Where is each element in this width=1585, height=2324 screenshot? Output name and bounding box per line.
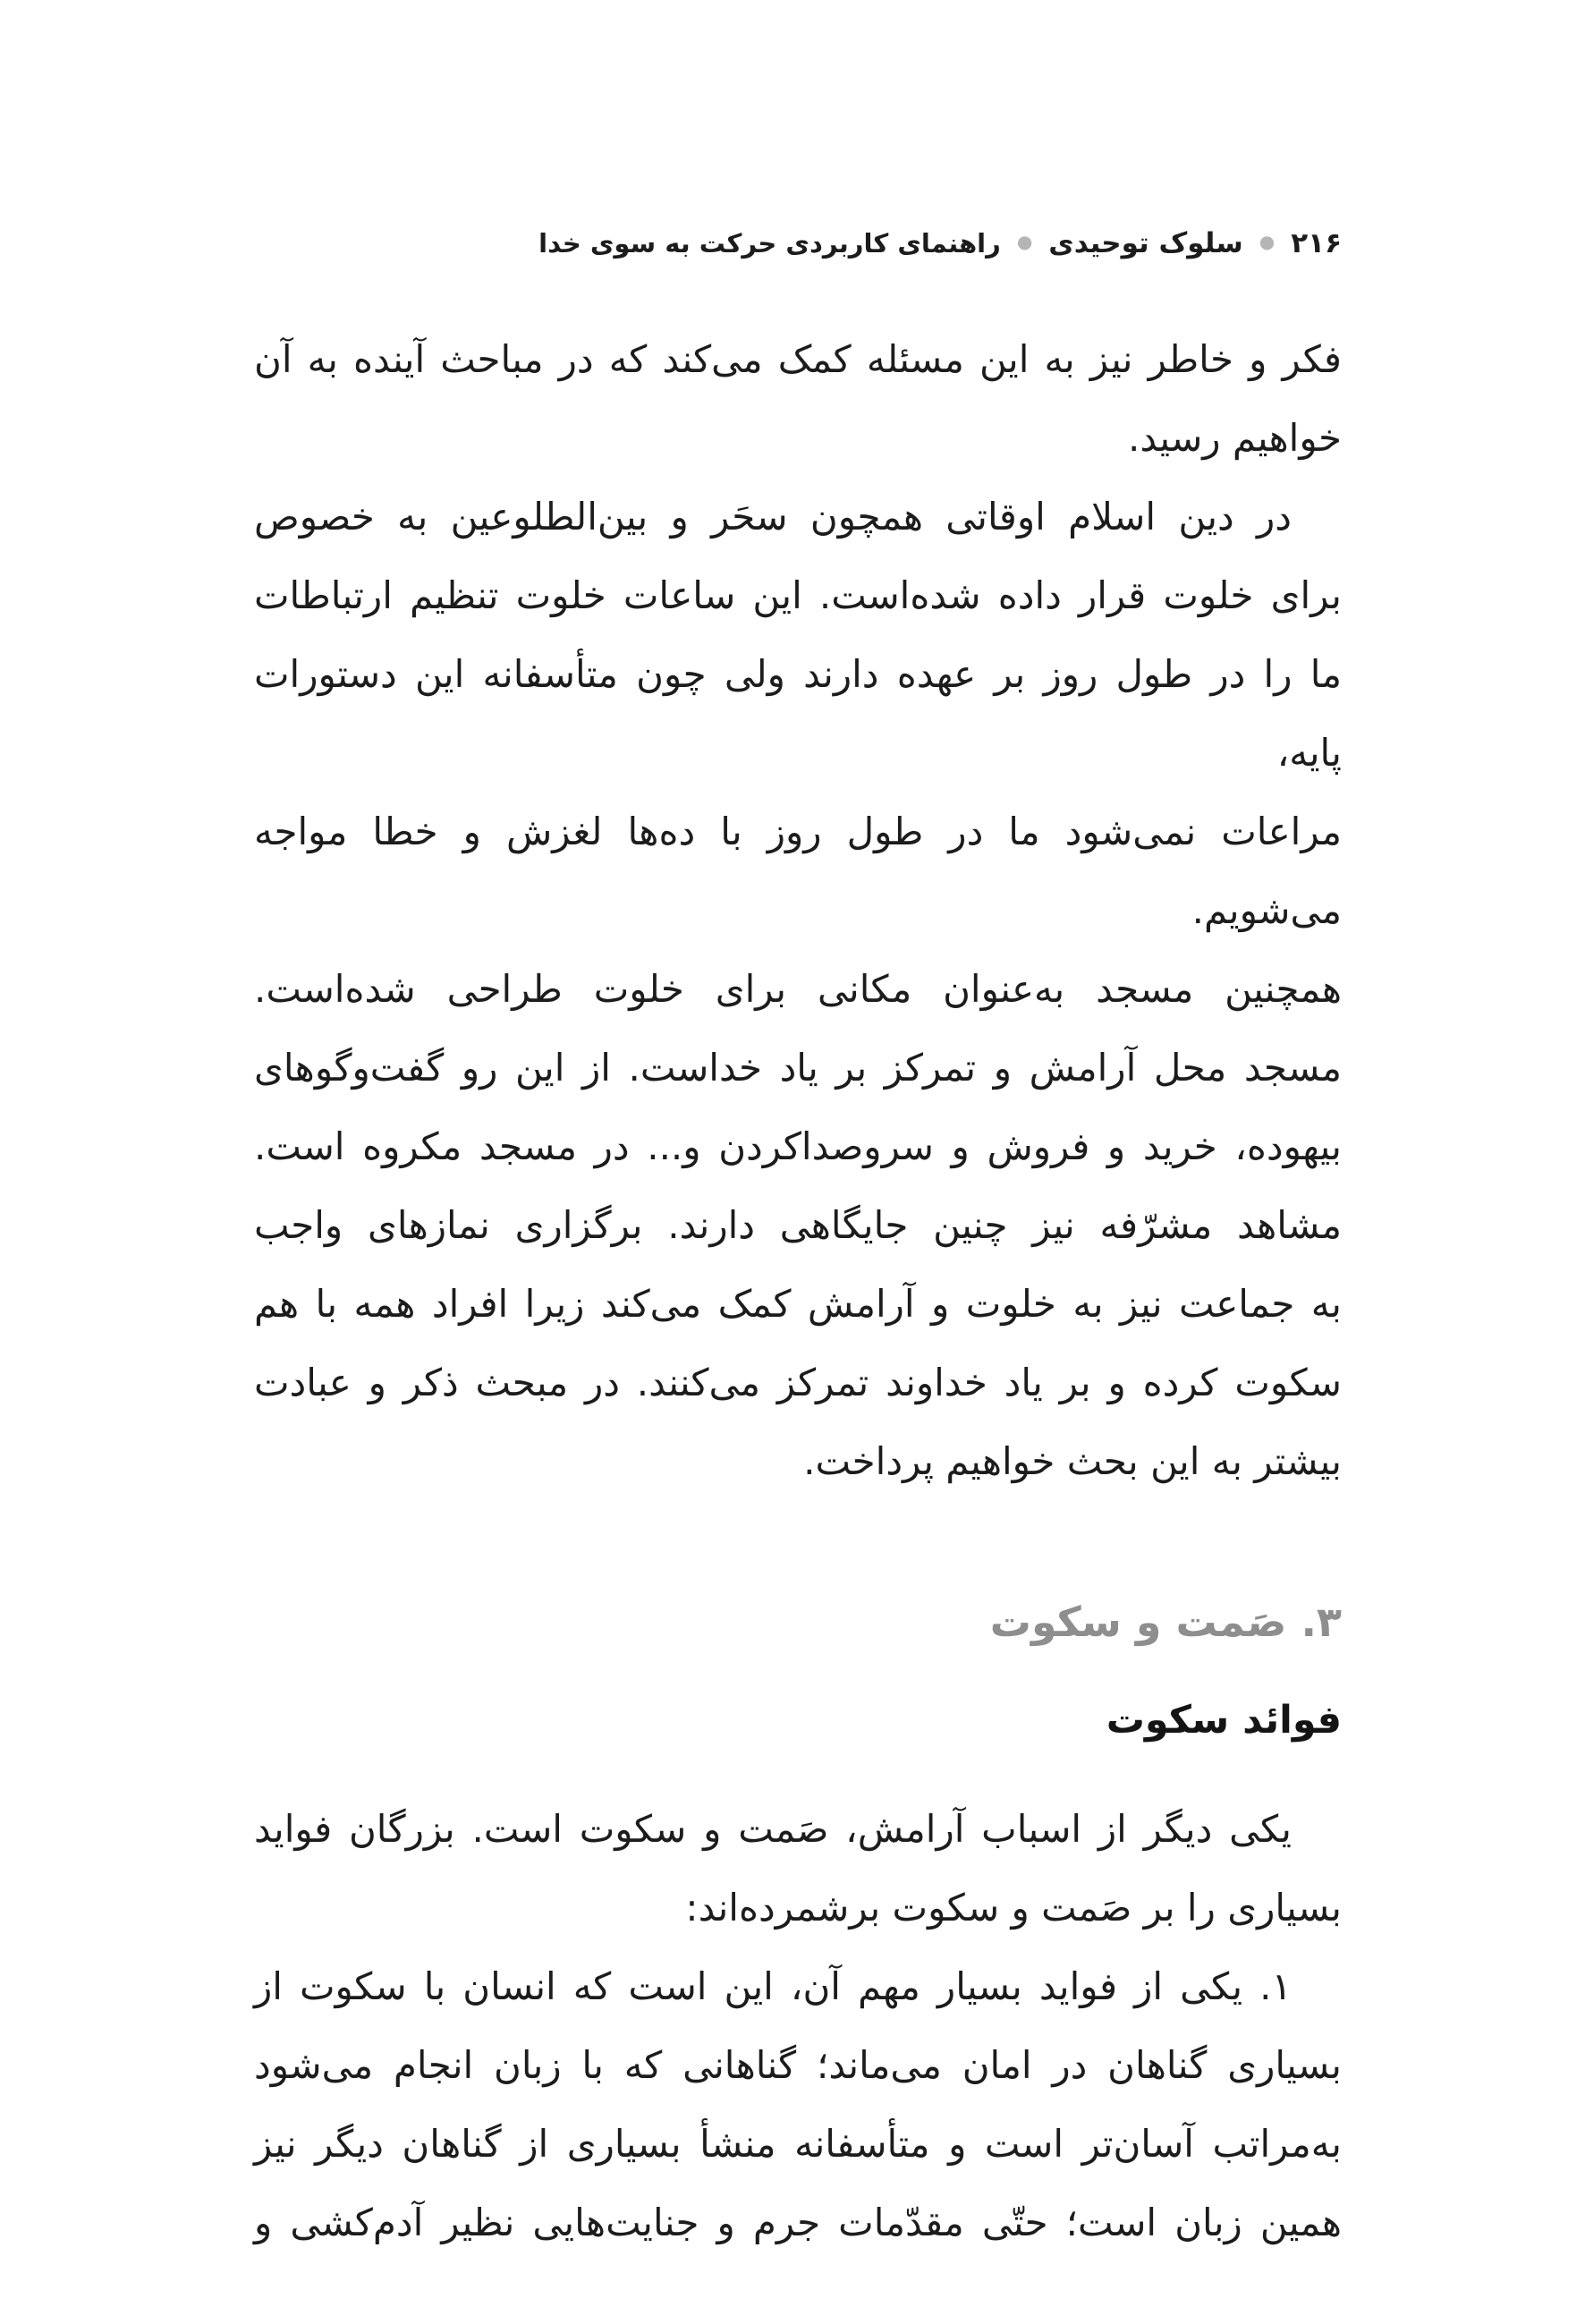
text-line: سکوت کرده و بر یاد خداوند تمرکز می‌کنند. در مبحث ذکر و عبادت [254,1361,1342,1404]
text-line: همچنین مسجد به‌عنوان مکانی برای خلوت طراحی شده‌است. [254,967,1342,1011]
text-line: مسجد محل آرامش و تمرکز بر یاد خداست. از این رو گفت‌وگوهای [254,1046,1342,1090]
text-line: فکر و خاطر نیز به این مسئله کمک می‌کند که در مباحث آینده به آن [254,337,1342,381]
text-line: همین زبان است؛ حتّی مقدّمات جرم و جنایت‌هایی نظیر آدم‌کشی و [254,2201,1342,2244]
paragraph [254,478,1342,1501]
book-subtitle: راهنمای کاربردی حرکت به سوی خدا [538,228,1001,259]
text-line: به‌مراتب آسان‌تر است و متأسفانه منشأ بسیاری از گناهان دیگر نیز [254,2122,1342,2166]
text-line: ما را در طول روز بر عهده دارند ولی چون متأسفانه این دستورات پایه، [254,652,1342,775]
text-line: بسیاری را بر صَمت و سکوت برشمرده‌اند: [685,1886,1342,1930]
text-line: مراعات نمی‌شود ما در طول روز با ده‌ها لغزش و خطا مواجه می‌شویم. [254,810,1342,932]
text-line: برای خلوت قرار داده شده‌است. این ساعات خلوت تنظیم ارتباطات [254,573,1342,617]
text-line: یکی دیگر از اسباب آرامش، صَمت و سکوت است. بزرگان فواید [254,1807,1292,1851]
page-number: ۲۱۶ [1291,227,1342,259]
text-line: مشاهد مشرّفه نیز چنین جایگاهی دارند. برگزاری نمازهای واجب [254,1203,1342,1247]
section-subheading: فوائد سکوت [1106,1698,1342,1743]
text-line: در دین اسلام اوقاتی همچون سحَر و بین‌الطلوعین به خصوص [254,495,1292,539]
text-column [254,320,1342,2262]
text-line: بسیاری گناهان در امان می‌ماند؛ گناهانی که با زبان انجام می‌شود [254,2043,1342,2087]
paragraph [254,1947,1342,2262]
paragraph [254,320,1342,478]
book-title: سلوک توحیدی [1048,227,1243,259]
dot-separator-icon: ● [1016,231,1033,252]
dot-separator-icon: ● [1259,231,1276,252]
text-line: خواهیم رسید. [1128,416,1342,460]
section-heading: ۳. صَمت و سکوت [989,1598,1342,1646]
text-line: بیهوده، خرید و فروش و سروصداکردن و... در مسجد مکروه است. [254,1124,1342,1168]
paragraph [254,1790,1342,1947]
text-line: ۱. یکی از فواید بسیار مهم آن، این است که انسان با سکوت از [254,1964,1292,2008]
text-line: به جماعت نیز به خلوت و آرامش کمک می‌کند زیرا افراد همه با هم [254,1282,1342,1326]
page-header [538,218,1342,268]
text-line: بیشتر به این بحث خواهیم پرداخت. [803,1439,1342,1483]
